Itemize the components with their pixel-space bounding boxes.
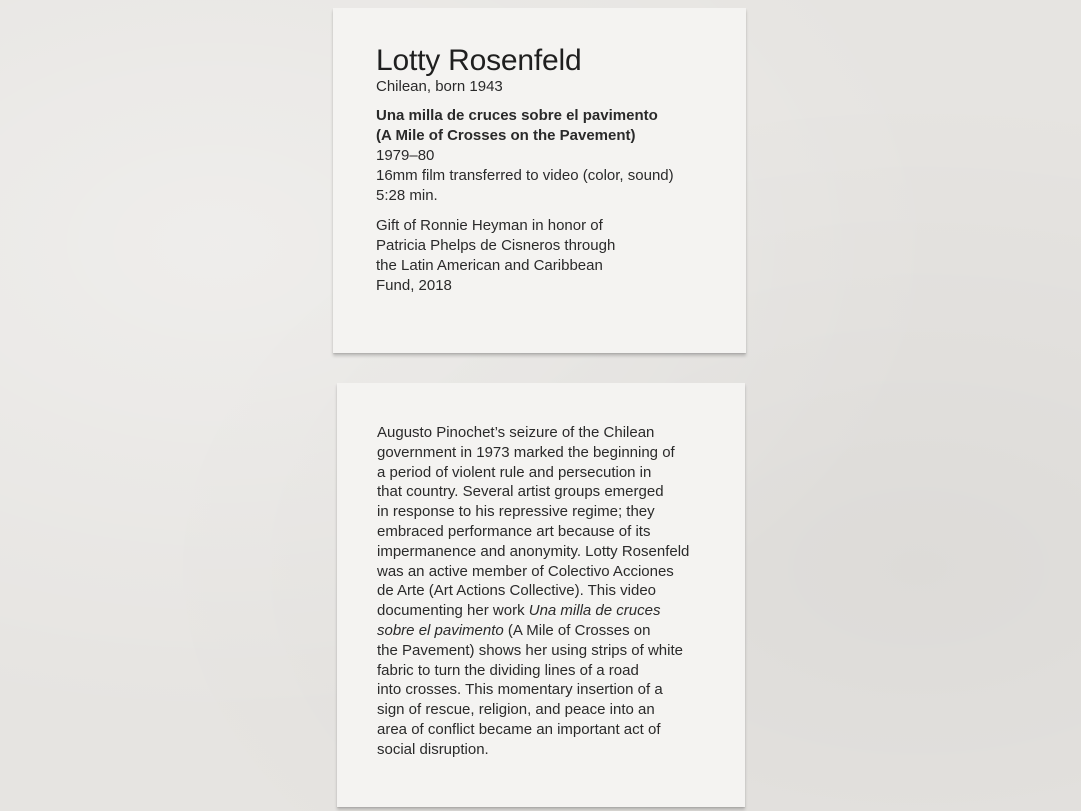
- credit-line-text: Patricia Phelps de Cisneros through: [376, 237, 616, 254]
- artwork-title-line: (A Mile of Crosses on the Pavement): [376, 127, 636, 144]
- wall-text-line: sign of rescue, religion, and peace into an: [377, 701, 655, 719]
- wall-text-line: social disruption.: [377, 740, 489, 758]
- wall-text-line: de Arte (Art Actions Collective). This video: [377, 582, 657, 600]
- wall-text-line: the Pavement) shows her using strips of white: [377, 641, 683, 659]
- credit-line-text: Gift of Ronnie Heyman in honor of: [376, 217, 603, 234]
- wall-text-italic-title: Una milla de cruces: [528, 602, 661, 620]
- credit-line-text: Fund, 2018: [376, 277, 452, 294]
- wall-text-segment: documenting her work: [377, 602, 525, 620]
- wall-text-segment: (A Mile of Crosses on: [507, 621, 651, 639]
- wall-text-line-mixed: [377, 621, 707, 641]
- artwork-medium: 16mm film transferred to video (color, sound): [376, 167, 674, 184]
- wall-text-line: embraced performance art because of its: [377, 522, 651, 540]
- artist-name: Lotty Rosenfeld: [376, 44, 582, 77]
- credit-line: [376, 216, 746, 296]
- wall-text-line: area of conflict became an important act of: [377, 720, 661, 738]
- wall-text-line: government in 1973 marked the beginning of: [377, 443, 675, 461]
- wall-text-italic-title: sobre el pavimento: [377, 621, 504, 639]
- wall-text-body: [377, 423, 707, 760]
- wall-text-line-mixed: [377, 601, 707, 621]
- wall-text-line: fabric to turn the dividing lines of a road: [377, 661, 639, 679]
- artwork-title: [376, 106, 746, 146]
- wall-text-line: into crosses. This momentary insertion of a: [377, 681, 663, 699]
- artist-bio: Chilean, born 1943: [376, 78, 503, 95]
- wall-text-line: that country. Several artist groups emerged: [377, 483, 664, 501]
- credit-line-text: the Latin American and Caribbean: [376, 257, 603, 274]
- wall-text-line: a period of violent rule and persecution in: [377, 463, 652, 481]
- wall-text-line: was an active member of Colectivo Acciones: [377, 562, 674, 580]
- artwork-date: 1979–80: [376, 147, 435, 164]
- wall-text-line: in response to his repressive regime; they: [377, 503, 655, 521]
- wall-text-line: Augusto Pinochet’s seizure of the Chilean: [377, 424, 655, 441]
- artwork-duration: 5:28 min.: [376, 187, 438, 204]
- wall-text-line: impermanence and anonymity. Lotty Rosenfeld: [377, 542, 690, 560]
- tombstone-label: [333, 8, 746, 353]
- artwork-title-line: Una milla de cruces sobre el pavimento: [376, 107, 658, 124]
- wall-text-label: [337, 383, 745, 807]
